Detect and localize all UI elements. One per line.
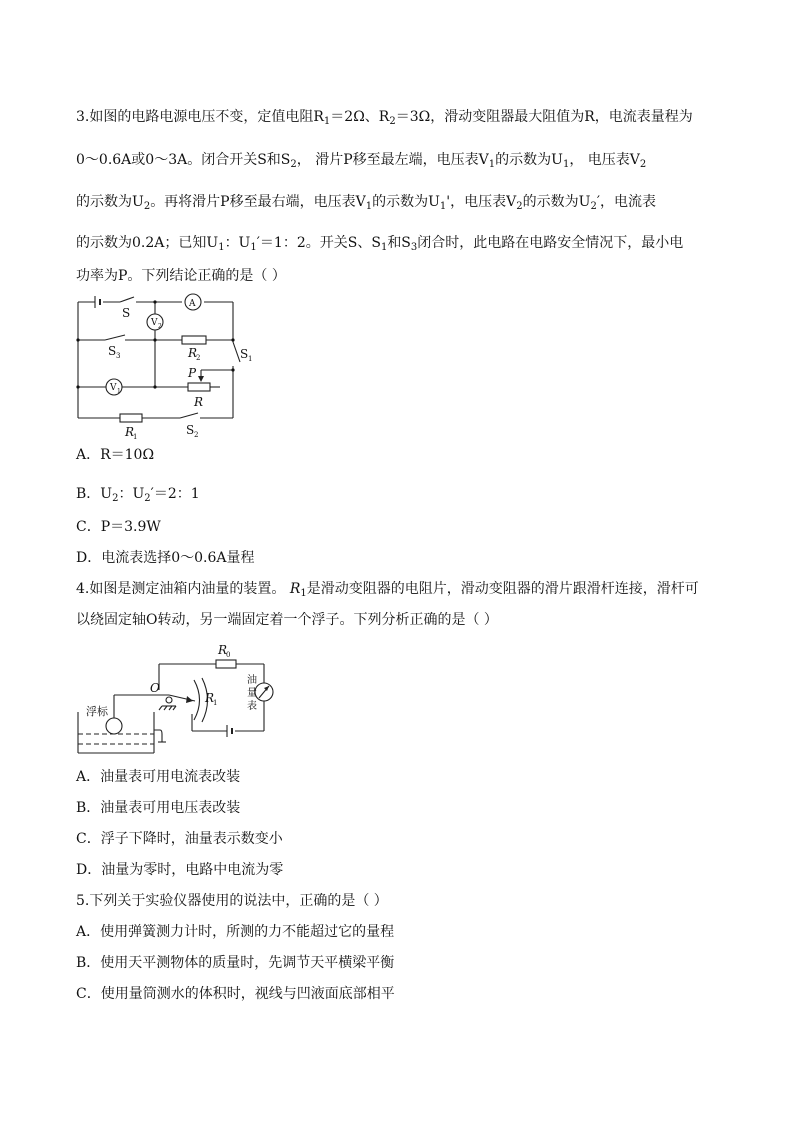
oil-gauge-diagram-q4 bbox=[72, 640, 292, 760]
subscript: 1 bbox=[323, 116, 331, 127]
label-r0: R bbox=[218, 643, 228, 657]
q4-option-a bbox=[76, 767, 240, 787]
subscript: 2 bbox=[158, 323, 162, 330]
label-p: P bbox=[188, 366, 197, 380]
q4-option-d bbox=[76, 860, 283, 880]
subscript: 1 bbox=[117, 388, 121, 395]
q3-line-5 bbox=[76, 266, 286, 286]
text: ′，电流表 bbox=[596, 194, 656, 210]
text: 闭合时，此电路在电路安全情况下，最小电 bbox=[417, 235, 684, 251]
text: ， 电压表V bbox=[569, 152, 640, 168]
subscript: 2 bbox=[196, 354, 201, 362]
float-label: 浮标 bbox=[86, 705, 108, 718]
subscript: 2 bbox=[590, 201, 597, 212]
text: 是滑动变阻器的电阻片，滑动变阻器的滑片跟滑杆连接，滑杆可 bbox=[306, 581, 699, 597]
label-s: S bbox=[122, 306, 131, 320]
q3-option-b bbox=[76, 484, 200, 509]
text: R bbox=[289, 581, 301, 597]
text: 的示数为U bbox=[522, 194, 591, 210]
q5-option-a bbox=[76, 922, 394, 942]
text: ， 滑片P移至最左端，电压表V bbox=[296, 152, 489, 168]
text: B．U bbox=[76, 486, 113, 502]
text: 的示数为U bbox=[372, 194, 440, 210]
subscript: 2 bbox=[389, 116, 396, 127]
q3-option-c bbox=[76, 517, 161, 537]
text: 。再将滑片P移至最右端，电压表V bbox=[150, 194, 366, 210]
subscript: 2 bbox=[112, 493, 119, 504]
subscript: 2 bbox=[143, 201, 151, 212]
voltmeter-v2-label: V bbox=[151, 318, 158, 328]
subscript: 2 bbox=[516, 201, 523, 212]
circuit-diagram-q3 bbox=[70, 290, 260, 440]
meter-label: 表 bbox=[247, 701, 257, 712]
text: ＝3Ω，滑动变阻器最大阻值为R，电流表量程为 bbox=[395, 109, 693, 125]
text: 的示数为U bbox=[495, 152, 563, 168]
label-o: O bbox=[150, 681, 160, 695]
text: C．使用量筒测水的体积时，视线与凹液面底部相平 bbox=[76, 986, 395, 1002]
text: B．使用天平测物体的质量时，先调节天平横梁平衡 bbox=[76, 955, 395, 971]
label-r2: R bbox=[188, 346, 198, 360]
label-s3: S bbox=[108, 344, 117, 358]
text: '，电压表V bbox=[446, 194, 517, 210]
text: B．油量表可用电压表改装 bbox=[76, 800, 241, 816]
text: A．使用弹簧测力计时，所测的力不能超过它的量程 bbox=[76, 924, 395, 940]
text: D．油量为零时，电路中电流为零 bbox=[76, 862, 284, 878]
label-s1: S bbox=[240, 347, 249, 361]
q5-stem bbox=[76, 891, 388, 911]
q5-option-b bbox=[76, 953, 394, 973]
text: 4.如图是测定油箱内油量的装置。 bbox=[76, 581, 290, 597]
q5-option-c bbox=[76, 984, 395, 1004]
q3-line-3 bbox=[76, 192, 656, 217]
subscript: 2 bbox=[290, 159, 297, 170]
voltmeter-v1-label: V bbox=[110, 383, 117, 393]
text: 和S bbox=[387, 235, 411, 251]
text: 3.如图的电路电源电压不变，定值电阻R bbox=[76, 109, 324, 125]
subscript: 2 bbox=[639, 159, 647, 170]
text: 以绕固定轴O转动，另一端固定着一个浮子。下列分析正确的是（ ） bbox=[76, 612, 498, 628]
text: 0～0.6A或0～3A。闭合开关S和S bbox=[76, 152, 291, 168]
subscript: 1 bbox=[562, 159, 570, 170]
subscript: 2 bbox=[194, 431, 199, 439]
label-s2: S bbox=[186, 423, 195, 437]
text: ：U bbox=[224, 235, 251, 251]
label-r1: R bbox=[205, 691, 215, 705]
subscript: 1 bbox=[488, 159, 496, 170]
meter-label: 油 bbox=[247, 675, 257, 686]
subscript: 2 bbox=[144, 493, 151, 504]
q3-line-2 bbox=[76, 150, 646, 175]
q3-line-4 bbox=[76, 233, 683, 258]
text: D．电流表选择0～0.6A量程 bbox=[76, 550, 255, 566]
subscript: 1 bbox=[250, 242, 257, 253]
subscript: 3 bbox=[410, 242, 418, 253]
text: ′＝2：1 bbox=[150, 486, 200, 502]
text: A．油量表可用电流表改装 bbox=[76, 769, 241, 785]
text: A．R＝10Ω bbox=[76, 447, 155, 463]
subscript: 0 bbox=[226, 651, 231, 659]
subscript: 1 bbox=[300, 588, 307, 599]
q3-option-d bbox=[76, 548, 255, 568]
text: C．浮子下降时，油量表示数变小 bbox=[76, 831, 283, 847]
subscript: 1 bbox=[365, 201, 373, 212]
q4-line-2 bbox=[76, 610, 498, 630]
label-r: R bbox=[194, 395, 204, 409]
subscript: 1 bbox=[213, 699, 218, 707]
subscript: 1 bbox=[133, 433, 138, 440]
text: 的示数为0.2A；已知U bbox=[76, 235, 219, 251]
text: 的示数为U bbox=[76, 194, 144, 210]
subscript: 1 bbox=[248, 355, 253, 363]
subscript: 3 bbox=[116, 352, 121, 360]
q4-option-b bbox=[76, 798, 240, 818]
label-r1: R bbox=[125, 425, 135, 439]
q3-option-a bbox=[76, 445, 154, 465]
text: ′＝1：2。开关S、S bbox=[256, 235, 381, 251]
ammeter-label: A bbox=[189, 299, 196, 309]
text: 5.下列关于实验仪器使用的说法中，正确的是（ ） bbox=[76, 893, 388, 909]
text: C．P＝3.9W bbox=[76, 519, 161, 535]
q4-option-c bbox=[76, 829, 283, 849]
q3-line-1 bbox=[76, 107, 693, 132]
text: ：U bbox=[118, 486, 145, 502]
subscript: 1 bbox=[439, 201, 447, 212]
subscript: 1 bbox=[218, 242, 225, 253]
subscript: 1 bbox=[380, 242, 388, 253]
text: 功率为P。下列结论正确的是（ ） bbox=[76, 268, 286, 284]
q4-line-1 bbox=[76, 579, 699, 604]
text: ＝2Ω、R bbox=[330, 109, 390, 125]
meter-label: 量 bbox=[247, 688, 257, 699]
